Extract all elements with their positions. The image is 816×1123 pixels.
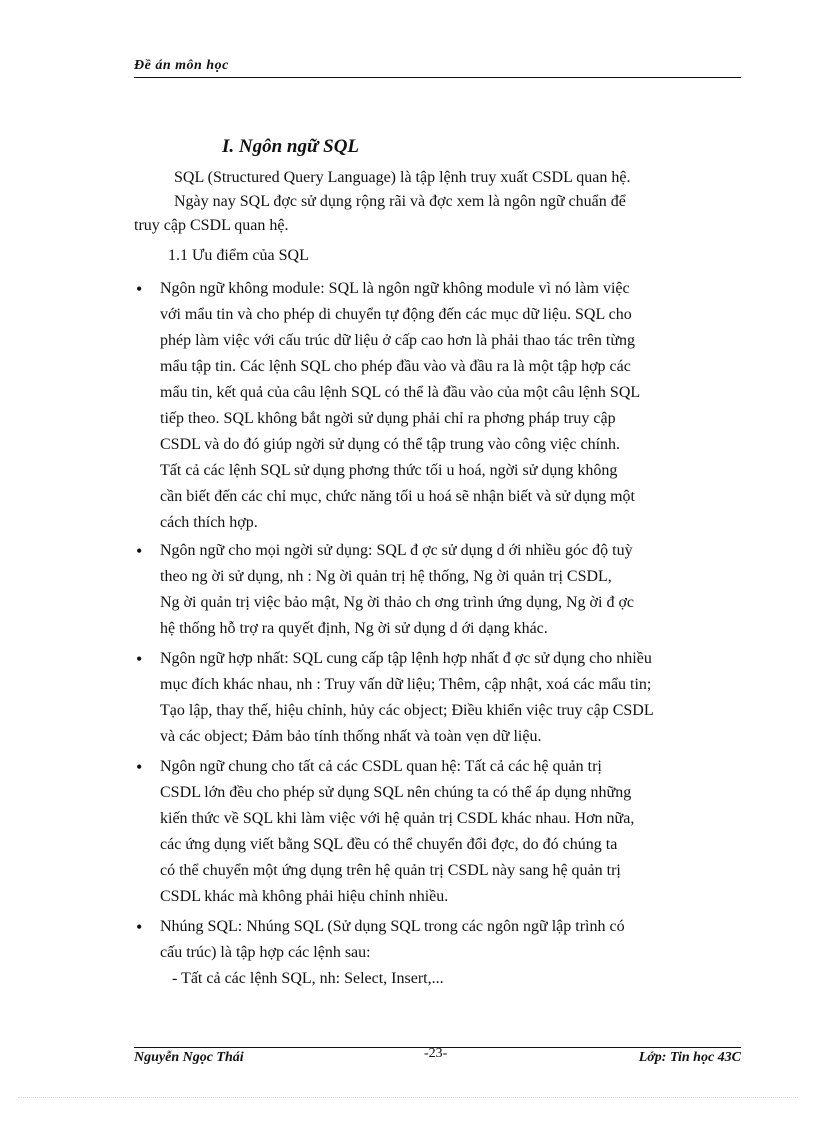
bullet-1-line-7: CSDL và do đó giúp ngời sử dụng có thể tập trung vào công việc chính. <box>160 436 621 453</box>
section-title: I. Ngôn ngữ SQL <box>222 136 360 157</box>
bullet-2-line-4: hệ thống hỗ trợ ra quyết định, Ng ời sử dụng d ới dạng khác. <box>160 620 548 637</box>
bullet-2-line-1: Ngôn ngữ cho mọi ngời sử dụng: SQL đ ợc sử dụng d ới nhiều góc độ tuỳ <box>160 542 633 559</box>
bullet-marker-3: • <box>136 649 143 669</box>
bullet-5-line-2: cấu trúc) là tập hợp các lệnh sau: <box>160 944 371 961</box>
intro-line-3: truy cập CSDL quan hệ. <box>134 217 289 234</box>
bullet-2-line-2: theo ng ời sử dụng, nh : Ng ời quản trị hệ thống, Ng ời quản trị CSDL, <box>160 568 612 585</box>
bullet-1-line-9: cần biết đến các chỉ mục, chức năng tối u hoá sẽ nhận biết và sử dụng một <box>160 488 635 505</box>
footer-author: Nguyễn Ngọc Thái <box>134 1050 244 1065</box>
bullet-marker-4: • <box>136 757 143 777</box>
bullet-1-line-6: tiếp theo. SQL không bắt ngời sử dụng phải chỉ ra phơng pháp truy cập <box>160 410 616 427</box>
bullet-4-line-6: CSDL khác mà không phải hiệu chỉnh nhiều. <box>160 888 449 905</box>
bullet-2-line-3: Ng ời quản trị việc bảo mật, Ng ời thảo ch ơng trình ứng dụng, Ng ời đ ợc <box>160 594 635 611</box>
bullet-1-line-2: với mẩu tin và cho phép di chuyển tự động đến các mục dữ liệu. SQL cho <box>160 306 632 323</box>
intro-line-2: Ngày nay SQL đợc sử dụng rộng rãi và đợc xem là ngôn ngữ chuẩn để <box>174 193 626 210</box>
bullet-1-line-10: cách thích hợp. <box>160 514 258 531</box>
bullet-5-line-1: Nhúng SQL: Nhúng SQL (Sử dụng SQL trong các ngôn ngữ lập trình có <box>160 918 625 935</box>
intro-line-1: SQL (Structured Query Language) là tập lệnh truy xuất CSDL quan hệ. <box>174 169 631 186</box>
bullet-3-line-1: Ngôn ngữ hợp nhất: SQL cung cấp tập lệnh hợp nhất đ ợc sử dụng cho nhiều <box>160 650 652 667</box>
bullet-marker-2: • <box>136 541 143 561</box>
bullet-1-line-3: phép làm việc với cấu trúc dữ liệu ở cấp cao hơn là phải thao tác trên từng <box>160 332 635 349</box>
bullet-1-line-4: mẩu tập tin. Các lệnh SQL cho phép đầu vào và đầu ra là một tập hợp các <box>160 358 631 375</box>
page-footer <box>134 1047 741 1070</box>
footer-page-number: -23- <box>424 1046 448 1061</box>
bullet-4-line-1: Ngôn ngữ chung cho tất cả các CSDL quan hệ: Tất cả các hệ quản trị <box>160 758 602 775</box>
bullet-4-line-3: kiến thức về SQL khi làm việc với hệ quản trị CSDL khác nhau. Hơn nữa, <box>160 810 635 827</box>
page-bottom-dotted-line <box>18 1097 798 1098</box>
bullet-1-line-8: Tất cả các lệnh SQL sử dụng phơng thức tối u hoá, ngời sử dụng không <box>160 462 618 479</box>
bullet-1-line-1: Ngôn ngữ không module: SQL là ngôn ngữ không module vì nó làm việc <box>160 280 630 297</box>
footer-class: Lớp: Tin học 43C <box>638 1050 741 1065</box>
bullet-1-line-5: mẩu tin, kết quả của câu lệnh SQL có thể là đầu vào của một câu lệnh SQL <box>160 384 641 401</box>
bullet-3-line-4: và các object; Đảm bảo tính thống nhất và toàn vẹn dữ liệu. <box>160 728 542 745</box>
bullet-3-line-3: Tạo lập, thay thế, hiệu chỉnh, hủy các object; Điều khiển việc truy cập CSDL <box>160 702 654 719</box>
header-title: Đề án môn học <box>134 58 229 73</box>
bullet-3-line-2: mục đích khác nhau, nh : Truy vấn dữ liệu; Thêm, cập nhật, xoá các mẩu tin; <box>160 676 652 693</box>
bullet-marker-5: • <box>136 917 143 937</box>
bullet-marker-1: • <box>136 279 143 299</box>
bullet-4-line-5: có thể chuyển một ứng dụng trên hệ quản trị CSDL này sang hệ quản trị <box>160 862 621 879</box>
bullet-4-line-2: CSDL lớn đều cho phép sử dụng SQL nên chúng ta có thể áp dụng những <box>160 784 632 801</box>
subsection-title: 1.1 Ưu điểm của SQL <box>168 247 309 264</box>
subitem-line: - Tất cả các lệnh SQL, nh: Select, Insert,... <box>172 970 444 987</box>
page-header <box>134 57 741 78</box>
bullet-4-line-4: các ứng dụng viết bằng SQL đều có thể chuyển đổi đợc, do đó chúng ta <box>160 836 618 853</box>
